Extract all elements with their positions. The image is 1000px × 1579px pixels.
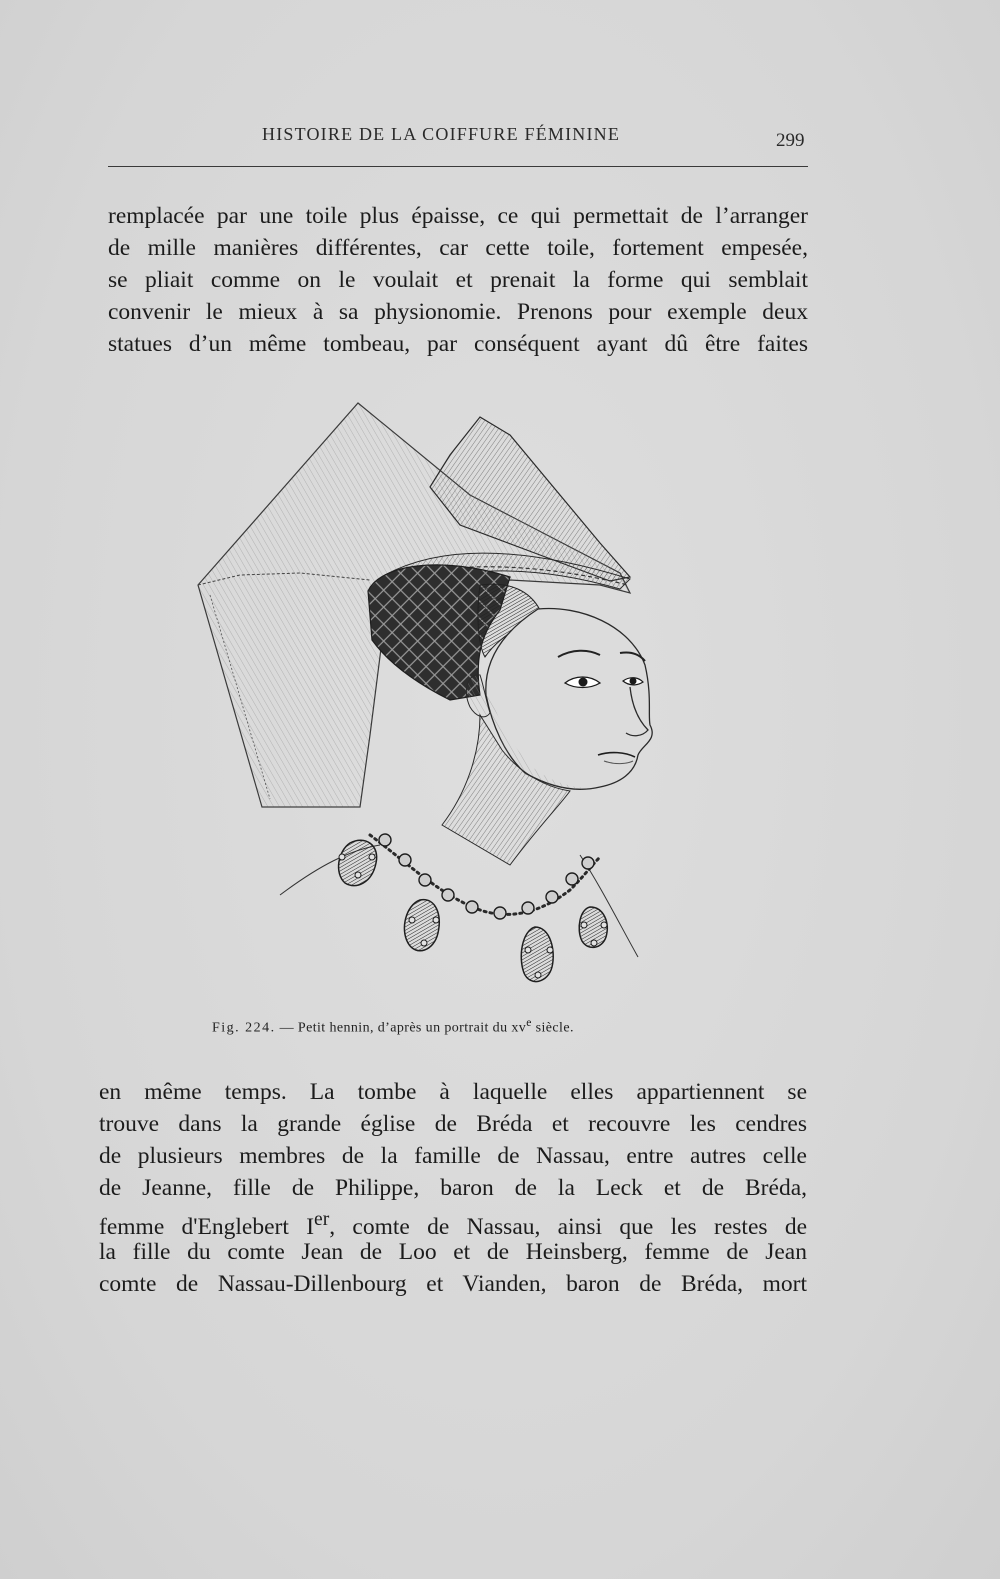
- caption-superscript: e: [526, 1016, 532, 1029]
- caption-end: siècle.: [535, 1020, 574, 1036]
- hennin-portrait-icon: [180, 395, 670, 995]
- header-rule: [108, 166, 808, 167]
- caption-text: Petit hennin, d’après un portrait du xv: [297, 1020, 527, 1036]
- running-title: HISTOIRE DE LA COIFFURE FÉMININE: [262, 124, 621, 144]
- text-line-with-superscript: [99, 1204, 807, 1240]
- paragraph-top: [108, 200, 808, 360]
- text-line: la fille du comte Jean de Loo et de Heinsberg, femme de Jean: [99, 1239, 807, 1265]
- text-line: de plusieurs membres de la famille de Nassau, entre autres celle: [99, 1143, 807, 1169]
- engraving-illustration: [180, 395, 670, 995]
- figure-caption: [212, 1016, 574, 1037]
- ordinal-superscript: er: [314, 1209, 330, 1230]
- caption-label: Fig. 224.: [212, 1020, 276, 1036]
- text-line: se pliait comme on le voulait et prenait la forme qui semblait: [108, 267, 808, 293]
- text-line: de mille manières différentes, car cette toile, fortement empesée,: [108, 235, 808, 261]
- text-line: statues d’un même tombeau, par conséquent ayant dû être faites: [108, 331, 808, 357]
- text-line: de Jeanne, fille de Philippe, baron de la Leck et de Bréda,: [99, 1175, 807, 1201]
- text-line: remplacée par une toile plus épaisse, ce qui permettait de l’arranger: [108, 203, 808, 229]
- page-number: 299: [776, 130, 805, 151]
- text-line: en même temps. La tombe à laquelle elles appartiennent se: [99, 1079, 807, 1105]
- text-line: trouve dans la grande église de Bréda et recouvre les cendres: [99, 1111, 807, 1137]
- paragraph-bottom: [99, 1076, 807, 1300]
- line5-before: femme d'Englebert I: [99, 1213, 315, 1240]
- text-line: convenir le mieux à sa physionomie. Prenons pour exemple deux: [108, 299, 808, 325]
- line5-after: , comte de Nassau, ainsi que les restes de: [329, 1213, 807, 1240]
- text-line: comte de Nassau-Dillenbourg et Vianden, baron de Bréda, mort: [99, 1271, 807, 1297]
- caption-dash: —: [279, 1020, 294, 1036]
